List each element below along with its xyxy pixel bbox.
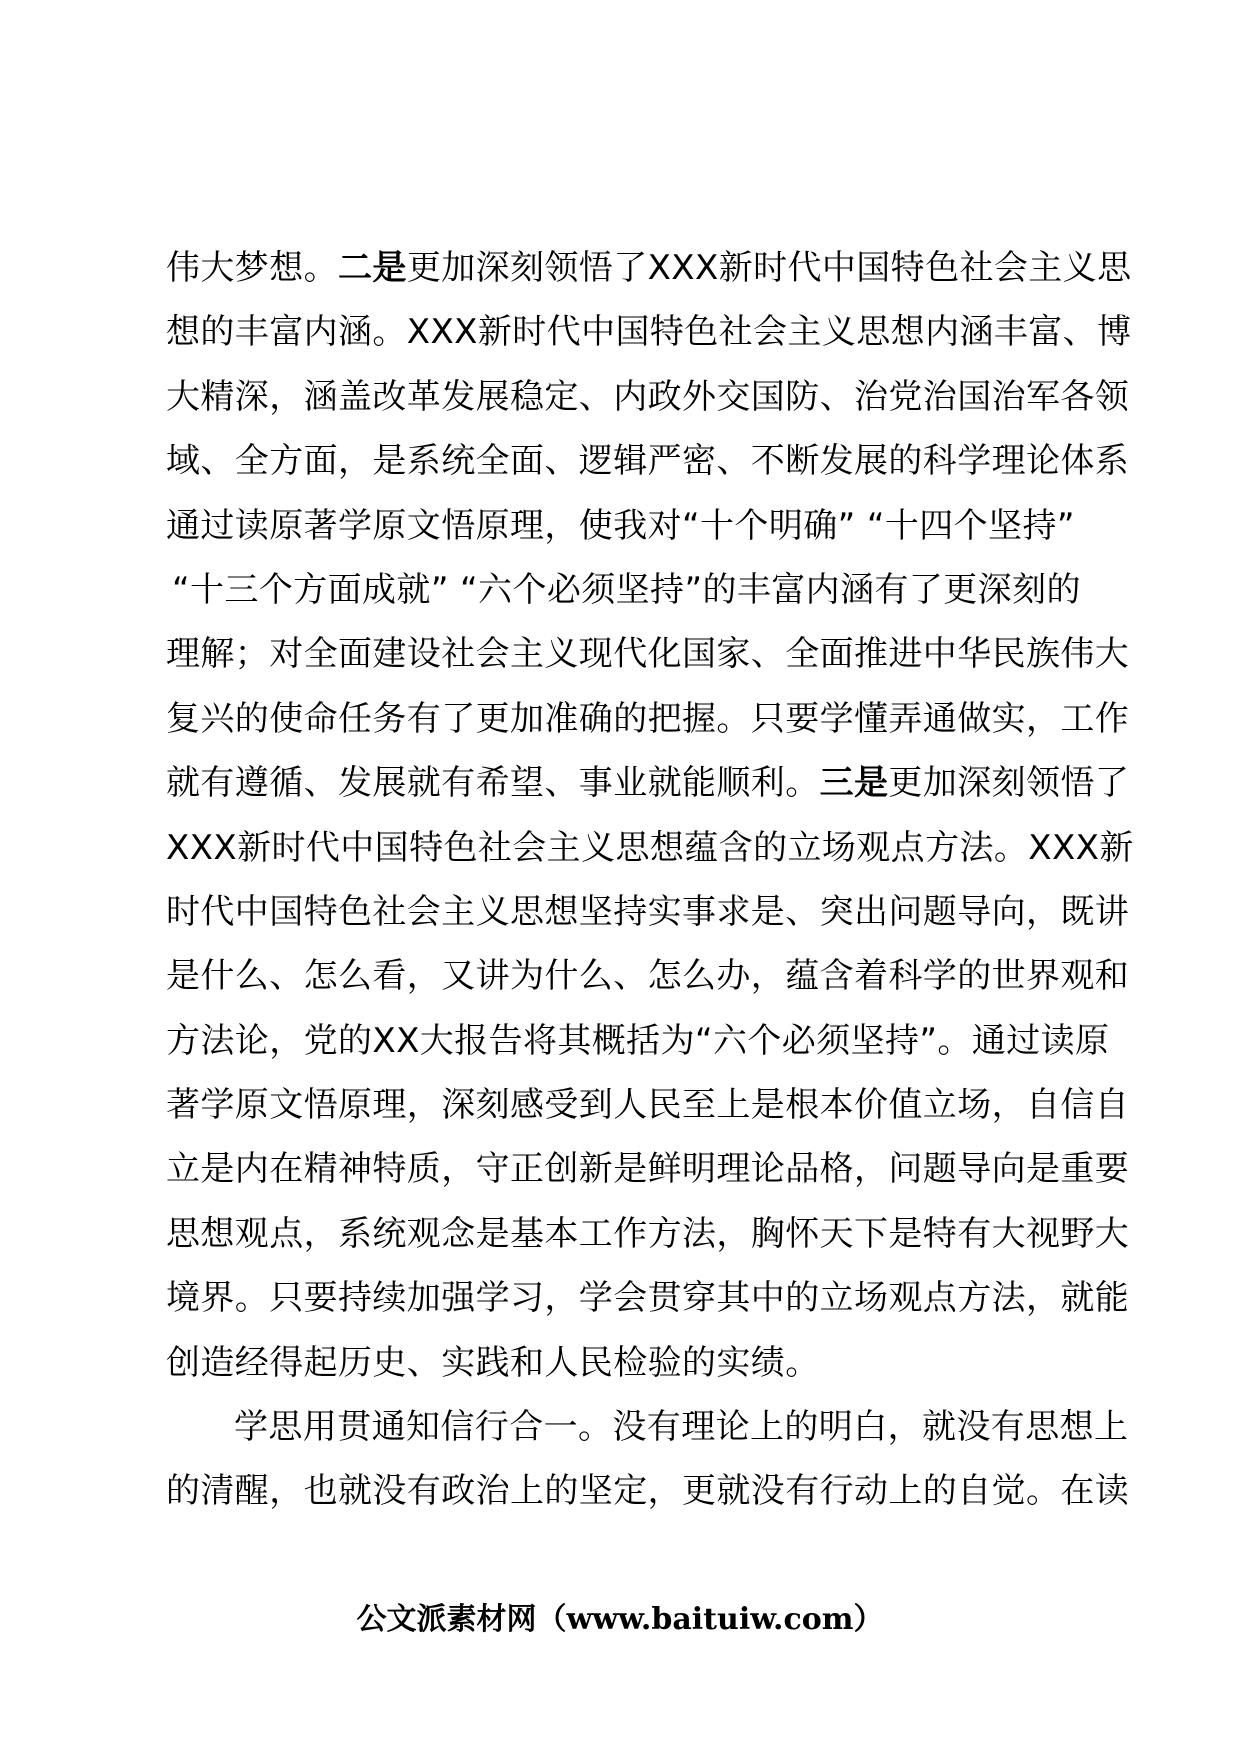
text-line <box>166 1459 1130 1523</box>
text-segment: 的清醒，也就没有政治上的坚定，更就没有行动上的自觉。在读 <box>166 1471 1130 1512</box>
text-segment: 方法论，党的XX大报告将其概括为“六个必须坚持”。通过读原 <box>166 1020 1110 1061</box>
text-line <box>166 1137 1130 1201</box>
text-line <box>166 558 1106 622</box>
text-line <box>166 1073 1130 1137</box>
text-segment: 伟大梦想。 <box>166 248 338 288</box>
bold-marker: 二是 <box>338 248 407 288</box>
text-segment: “十三个方面成就” “六个必须坚持”的丰富内涵有了更深刻的 <box>172 569 1081 610</box>
footer-watermark: 公文派素材网（www.baituiw.com） <box>356 1602 884 1637</box>
text-line <box>166 944 1130 1008</box>
text-segment: 境界。只要持续加强学习，学会贯穿其中的立场观点方法，就能 <box>166 1278 1130 1319</box>
text-segment: 域、全方面，是系统全面、逻辑严密、不断发展的科学理论体系 <box>166 441 1130 482</box>
text-line <box>166 751 1130 815</box>
text-segment: 学思用贯通知信行合一。没有理论上的明白，就没有思想上 <box>234 1407 1129 1448</box>
text-line <box>166 880 1130 944</box>
text-segment: 理解；对全面建设社会主义现代化国家、全面推进中华民族伟大 <box>166 634 1130 675</box>
text-line <box>166 365 1130 429</box>
bold-marker: 三是 <box>819 763 889 804</box>
document-body <box>166 236 1134 1524</box>
text-line <box>166 1202 1130 1266</box>
text-segment: 更加深刻领悟了XXX新时代中国特色社会主义思 <box>406 248 1132 288</box>
text-line <box>166 494 1106 558</box>
text-segment: 想的丰富内涵。XXX新时代中国特色社会主义思想内涵丰富、博 <box>166 312 1132 353</box>
text-line <box>166 622 1130 686</box>
text-line <box>166 816 1134 880</box>
text-segment: 大精深，涵盖改革发展稳定、内政外交国防、治党治国治军各领 <box>166 376 1130 417</box>
text-segment: 就有遵循、发展就有希望、事业就能顺利。 <box>166 763 820 804</box>
text-line <box>166 1266 1130 1330</box>
text-line <box>166 236 1132 300</box>
text-segment: 是什么、怎么看，又讲为什么、怎么办，蕴含着科学的世界观和 <box>166 956 1130 997</box>
text-segment: 时代中国特色社会主义思想坚持实事求是、突出问题导向，既讲 <box>166 891 1130 932</box>
text-line <box>166 1009 1110 1073</box>
text-segment: 著学原文悟原理，深刻感受到人民至上是根本价值立场，自信自 <box>166 1085 1130 1126</box>
text-line <box>166 1331 1106 1395</box>
text-segment: 创造经得起历史、实践和人民检验的实绩。 <box>166 1342 820 1383</box>
text-segment: 思想观点，系统观念是基本工作方法，胸怀天下是特有大视野大 <box>166 1213 1130 1254</box>
text-segment: 通过读原著学原文悟原理，使我对“十个明确” “十四个坚持” <box>166 505 1075 546</box>
text-segment: 立是内在精神特质，守正创新是鲜明理论品格，问题导向是重要 <box>166 1149 1130 1190</box>
text-segment: 复兴的使命任务有了更加准确的把握。只要学懂弄通做实，工作 <box>166 698 1130 739</box>
text-line <box>166 300 1132 364</box>
text-line <box>166 429 1130 493</box>
text-segment: 更加深刻领悟了 <box>888 763 1130 804</box>
text-line <box>166 687 1130 751</box>
text-line <box>166 1395 1129 1459</box>
text-segment: XXX新时代中国特色社会主义思想蕴含的立场观点方法。XXX新 <box>166 827 1134 868</box>
